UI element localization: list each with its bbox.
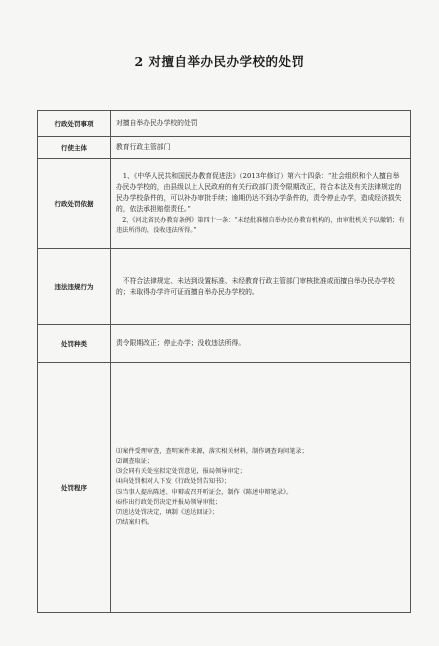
value-procedure: [111, 363, 411, 613]
row-basis: [38, 159, 411, 249]
value-penalty-item: 对擅自举办民办学校的处罚: [111, 111, 411, 137]
label-penalty-type: 处罚种类: [38, 325, 111, 363]
row-subject: [38, 137, 411, 159]
row-procedure: [38, 363, 411, 613]
procedure-step: ⑷向处罚相对人下发《行政处罚告知书》；: [116, 478, 231, 486]
procedure-step: ⑸当事人提出陈述、申辩或召开听证会，制作《陈述申辩笔录》。: [116, 488, 293, 496]
label-basis: 行政处罚依据: [38, 159, 111, 249]
procedure-step: ⑶会同有关处室拟定处罚意见，报局领导审定；: [116, 468, 246, 476]
violation-text: 不符合法律规定、未达到设置标准、未经教育行政主管部门审核批准或而擅自举办民办学校的；未取得办学许可证而擅自举办民办学校的。: [116, 276, 395, 296]
penalty-info-table: [37, 110, 411, 613]
basis-paragraph-2: 2、《河北省民办教育条例》第四十一条：“未经批准擅自举办民办教育机构的，由审批机关予以撤销；有违法所得的，没收违法所得。”: [116, 217, 405, 234]
label-subject: 行使主体: [38, 137, 111, 159]
label-violation: 违法违规行为: [38, 249, 111, 325]
procedure-step: ⑺送达处罚决定，填制《送达回证》；: [116, 508, 219, 516]
value-violation: [111, 249, 411, 325]
row-penalty-type: [38, 325, 411, 363]
procedure-steps: [116, 447, 406, 529]
page-title: 2 对擅自举办民办学校的处罚: [134, 54, 305, 69]
basis-paragraph-1: 1、《中华人民共和国民办教育促进法》（2013年修订）第六十四条：“社会组织和个人擅自举办民办学校的，由县级以上人民政府的有关行政部门责令限期改正，符合本法及有关法律规定的民办学校条件的，可以补办审批手续；逾期仍达不到办学条件的，责令停止办学，造成经济损失的，依法承担赔偿责任。”: [116, 172, 402, 213]
procedure-step: ⑴案件受理审查，查明案件来源，落实相关材料，制作调查询问笔录；: [116, 447, 308, 455]
procedure-step: ⑺结案归档。: [116, 519, 154, 527]
procedure-step: ⑵调查取证；: [116, 457, 154, 465]
label-procedure: 处罚程序: [38, 363, 111, 613]
value-basis: [111, 159, 411, 249]
label-penalty-item: 行政处罚事项: [38, 111, 111, 137]
procedure-step: ⑹作出行政处罚决定并报局领导审批；: [116, 498, 222, 506]
value-subject: 教育行政主管部门: [111, 137, 411, 159]
value-penalty-type: 责令限期改正；停止办学；没收违法所得。: [111, 325, 411, 363]
row-violation: [38, 249, 411, 325]
row-penalty-item: [38, 111, 411, 137]
